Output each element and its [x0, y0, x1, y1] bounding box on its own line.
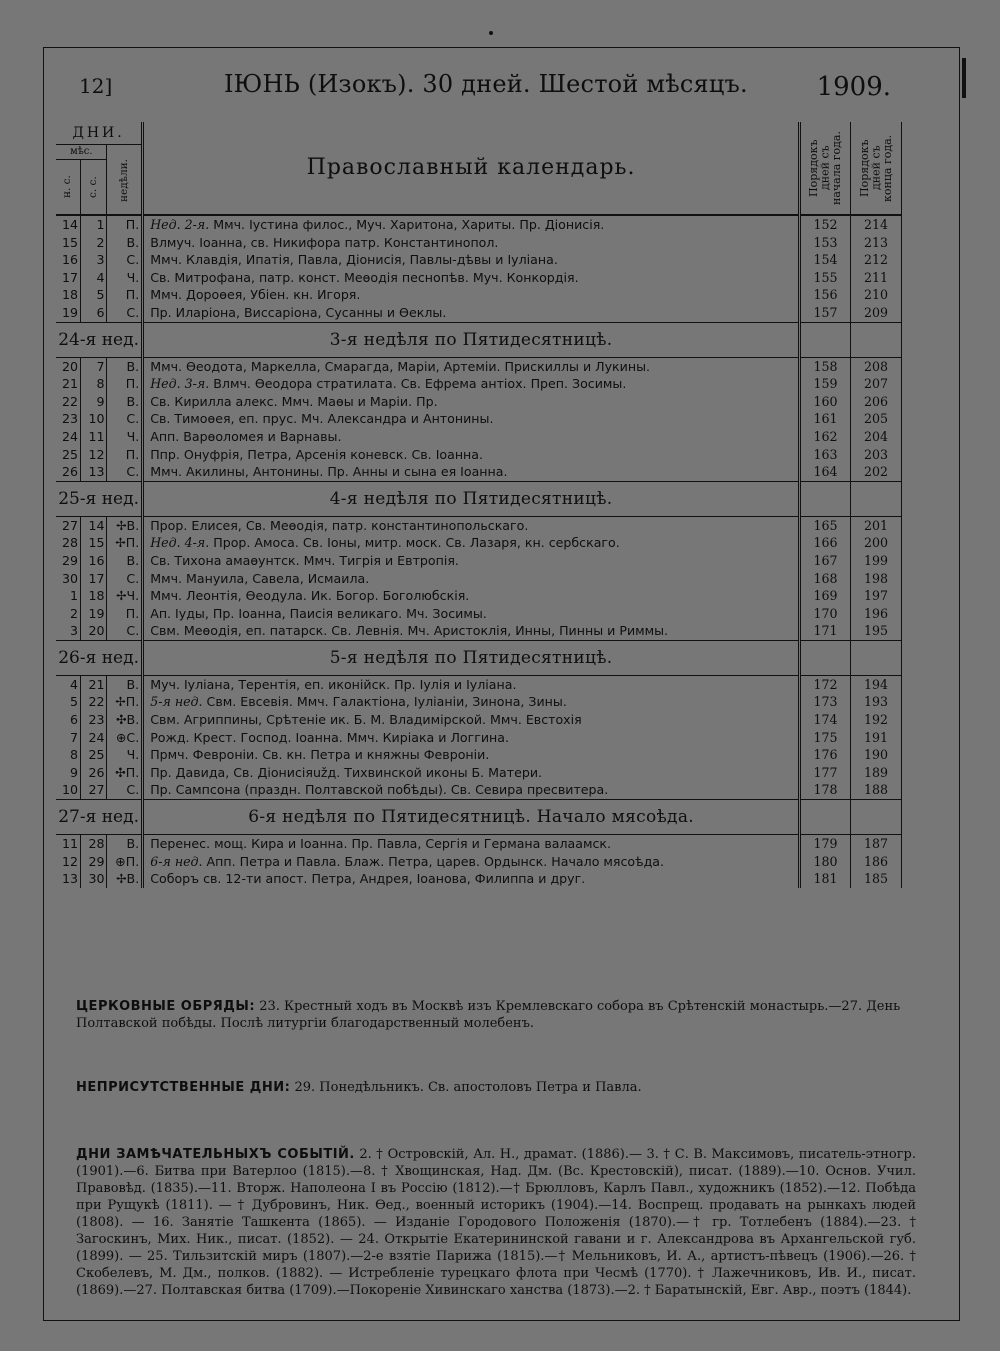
day-of-year: 157: [799, 304, 850, 322]
days-remaining: 211: [850, 269, 901, 287]
order-end-header: Порядокъ дней съ конца года.: [850, 122, 901, 215]
saints-text: [143, 835, 800, 853]
week-header-row: [56, 322, 902, 357]
old-style-date: 20: [80, 622, 107, 640]
day-of-year: 170: [799, 605, 850, 623]
saints-text: [143, 622, 800, 640]
old-style-date: 1: [80, 215, 107, 234]
weekday: С.: [107, 251, 143, 269]
week-header-row: [56, 800, 902, 835]
saints-text: [143, 605, 800, 623]
day-of-year: 179: [799, 835, 850, 853]
sunday-marker: Нед. 4-я.: [150, 535, 210, 551]
commemoration: Влмуч. Іоанна, св. Никифора патр. Константинопол.: [150, 234, 499, 250]
day-of-year: 164: [799, 463, 850, 481]
weekday: С.: [107, 410, 143, 428]
days-remaining: 197: [850, 587, 901, 605]
new-style-date: 5: [56, 693, 80, 711]
saints-text: [143, 375, 800, 393]
days-remaining: 212: [850, 251, 901, 269]
weekday: В.: [107, 234, 143, 252]
week-number: 24-я нед.: [56, 322, 143, 357]
new-style-date: 13: [56, 870, 80, 888]
day-of-year: 167: [799, 552, 850, 570]
old-style-date: 2: [80, 234, 107, 252]
new-style-date: 15: [56, 234, 80, 252]
commemoration: Прор. Елисея, Св. Меѳодія, патр. константинопольскаго.: [150, 517, 529, 533]
non-presence-label: НЕПРИСУТСТВЕННЫЕ ДНИ:: [76, 1080, 291, 1095]
old-style-date: 29: [80, 853, 107, 871]
church-rites-label: ЦЕРКОВНЫЕ ОБРЯДЫ:: [76, 999, 256, 1014]
commemoration: Муч. Іуліана, Терентія, еп. иконійск. Пр. Іулія и Іуліана.: [150, 676, 517, 692]
days-remaining: 213: [850, 234, 901, 252]
commemoration: Соборъ св. 12-ти апост. Петра, Андрея, Іоанова, Филиппа и друг.: [150, 871, 586, 887]
old-style-date: 13: [80, 463, 107, 481]
commemoration: Свм. Меѳодія, еп. патарск. Св. Левнія. Мч. Аристоклія, Инны, Пинны и Риммы.: [150, 623, 669, 639]
notable-events-label: ДНИ ЗАМѢЧАТЕЛЬНЫХЪ СОБЫТІЙ.: [76, 1147, 355, 1162]
commemoration: Св. Тихона амаѳунтск. Ммч. Тигрія и Евтропія.: [150, 552, 459, 568]
new-style-date: 30: [56, 570, 80, 588]
weekday: ✣В.: [107, 711, 143, 729]
notable-events: [76, 1146, 916, 1299]
day-of-year: 169: [799, 587, 850, 605]
day-row: [56, 781, 902, 799]
old-style-date: 11: [80, 428, 107, 446]
new-style-date: 10: [56, 781, 80, 799]
empty-cell: [799, 322, 850, 357]
order-start-header: Порядокъ дней съ начала года.: [799, 122, 850, 215]
old-style-date: 23: [80, 711, 107, 729]
week-title: 4-я недѣля по Пятидесятницѣ.: [143, 481, 800, 516]
old-style-date: 6: [80, 304, 107, 322]
new-style-date: 7: [56, 729, 80, 747]
days-header: ДНИ.: [56, 122, 143, 145]
saints-text: [143, 534, 800, 552]
year: 1909.: [816, 72, 891, 102]
old-style-date: 17: [80, 570, 107, 588]
old-style-date: 10: [80, 410, 107, 428]
day-of-year: 180: [799, 853, 850, 871]
empty-cell: [850, 800, 901, 835]
day-row: [56, 711, 902, 729]
new-style-date: 1: [56, 587, 80, 605]
commemoration: Свм. Агриппины, Срѣтеніе ик. Б. М. Владимірской. Ммч. Евстохія: [150, 712, 582, 728]
days-remaining: 192: [850, 711, 901, 729]
new-style-date: 21: [56, 375, 80, 393]
weekday: С.: [107, 622, 143, 640]
new-style-date: 18: [56, 286, 80, 304]
days-remaining: 188: [850, 781, 901, 799]
days-remaining: 193: [850, 693, 901, 711]
weekday: ✢П.: [107, 534, 143, 552]
day-row: [56, 605, 902, 623]
day-row: [56, 410, 902, 428]
weekday: П.: [107, 375, 143, 393]
church-rites-text: 23. Крестный ходъ въ Москвѣ изъ Кремлевскаго собора въ Срѣтенскій монастырь.—27. День Полтавской побѣды. Послѣ литургіи благодарственный молебенъ.: [76, 999, 901, 1031]
commemoration: Свм. Евсевія. Ммч. Галактіона, Іуліаніи, Зинона, Зины.: [202, 694, 567, 710]
new-style-date: 19: [56, 304, 80, 322]
days-remaining: 204: [850, 428, 901, 446]
weekday: С.: [107, 304, 143, 322]
days-remaining: 209: [850, 304, 901, 322]
day-row: [56, 251, 902, 269]
days-remaining: 194: [850, 675, 901, 693]
commemoration: Прмч. Февроніи. Св. кн. Петра и княжны Февроніи.: [150, 747, 490, 763]
new-style-date: 23: [56, 410, 80, 428]
saints-text: [143, 304, 800, 322]
day-of-year: 166: [799, 534, 850, 552]
new-style-date: 22: [56, 393, 80, 411]
saints-text: [143, 357, 800, 375]
week-number: 26-я нед.: [56, 640, 143, 675]
day-of-year: 181: [799, 870, 850, 888]
day-row: [56, 428, 902, 446]
week-title: 6-я недѣля по Пятидесятницѣ. Начало мясоѣда.: [143, 800, 800, 835]
day-of-year: 176: [799, 746, 850, 764]
weekday: Ч.: [107, 746, 143, 764]
weekday: С.: [107, 781, 143, 799]
day-of-year: 171: [799, 622, 850, 640]
weekday: ✢В.: [107, 870, 143, 888]
saints-text: [143, 286, 800, 304]
saints-text: [143, 570, 800, 588]
saints-text: [143, 446, 800, 464]
days-remaining: 200: [850, 534, 901, 552]
saints-text: [143, 675, 800, 693]
day-row: [56, 269, 902, 287]
day-row: [56, 835, 902, 853]
days-remaining: 190: [850, 746, 901, 764]
saints-text: [143, 516, 800, 534]
empty-cell: [850, 322, 901, 357]
commemoration: Пр. Иларіона, Виссаріона, Сусанны и Ѳеклы.: [150, 304, 447, 320]
page-header: [44, 48, 959, 122]
old-style-date: 18: [80, 587, 107, 605]
days-remaining: 195: [850, 622, 901, 640]
day-of-year: 159: [799, 375, 850, 393]
new-style-date: 4: [56, 675, 80, 693]
weekday: Ч.: [107, 269, 143, 287]
day-row: [56, 516, 902, 534]
commemoration: Св. Митрофана, патр. конст. Меѳодія песнопѣв. Муч. Конкордія.: [150, 269, 579, 285]
new-style-date: 2: [56, 605, 80, 623]
weekday: В.: [107, 393, 143, 411]
day-row: [56, 446, 902, 464]
commemoration: Рожд. Крест. Господ. Іоанна. Ммч. Киріака и Логгина.: [150, 729, 510, 745]
saints-text: [143, 587, 800, 605]
day-row: [56, 746, 902, 764]
saints-text: [143, 764, 800, 782]
day-of-year: 154: [799, 251, 850, 269]
days-remaining: 205: [850, 410, 901, 428]
days-remaining: 199: [850, 552, 901, 570]
weekday: С.: [107, 463, 143, 481]
days-remaining: 189: [850, 764, 901, 782]
new-style-date: 9: [56, 764, 80, 782]
week-number: 27-я нед.: [56, 800, 143, 835]
old-style-date: 28: [80, 835, 107, 853]
new-style-date: 14: [56, 215, 80, 234]
day-row: [56, 552, 902, 570]
old-style-date: 5: [80, 286, 107, 304]
day-of-year: 161: [799, 410, 850, 428]
day-of-year: 175: [799, 729, 850, 747]
empty-cell: [850, 481, 901, 516]
saints-text: [143, 853, 800, 871]
commemoration: Ппр. Онуфрія, Петра, Арсенія коневск. Св. Іоанна.: [150, 446, 484, 462]
commemoration: Ммч. Мануила, Савела, Исмаила.: [150, 570, 370, 586]
old-style-date: 25: [80, 746, 107, 764]
notable-events-text: 2. † Островскій, Ал. Н., драмат. (1886).— 3. † С. В. Максимовъ, писатель-этногр. (1901).—6. Битва при Ватерлоо (1815).—8. † Хвощинская, Над. Дм. (Вс. Крестовскій), писат. (1889).—10. Основ. Учил. Правовѣд. (1835).—11. Вторж. Наполеона I въ Россію (1812).—† Брюлловъ, Карлъ Павл., художникъ (1852).—12. Побѣда при Рущукѣ (1811). — † Дубровинъ, Ник. Ѳед., военный историкъ (1904).—14. Воспрещ. продавать на рынкахъ людей (1808). — 16. Занятіе Ташкента (1865). — Изданіе Городового Положенія (1870).—† гр. Тотлебенъ (1884).—23. † Загоскинъ, Мих. Ник., писат. (1852). — 24. Открытіе Екатерининской гавани и г. Александрова въ Архангельской губ. (1899). — 25. Тильзитскій миръ (1807).—2-е взятіе Парижа (1815).—† Мельниковъ, И. А., артистъ-пѣвецъ (1906).—26. † Скобелевъ, М. Дм., полков. (1882). — Истребленіе турецкаго флота при Чесмѣ (1770). † Лажечниковъ, Ив. И., писат. (1869).—27. Полтавская битва (1709).—Покореніе Хивинскаго ханства (1873).—2. † Баратынскій, Евг. Авр., поэтъ (1844).: [76, 1147, 916, 1298]
day-of-year: 163: [799, 446, 850, 464]
non-presence-text: 29. Понедѣльникъ. Св. апостоловъ Петра и Павла.: [290, 1080, 642, 1095]
old-style-date: 15: [80, 534, 107, 552]
commemoration: Ап. Іуды, Пр. Іоанна, Паисія великаго. Мч. Зосимы.: [150, 605, 487, 621]
week-title: 3-я недѣля по Пятидесятницѣ.: [143, 322, 800, 357]
day-row: [56, 534, 902, 552]
new-style-date: 16: [56, 251, 80, 269]
day-row: [56, 357, 902, 375]
week-number: 25-я нед.: [56, 481, 143, 516]
old-style-date: 14: [80, 516, 107, 534]
commemoration: Перенес. мощ. Кира и Іоанна. Пр. Павла, Сергія и Германа валаамск.: [150, 836, 612, 852]
day-row: [56, 587, 902, 605]
weekday: П.: [107, 286, 143, 304]
commemoration: Прор. Амоса. Св. Іоны, митр. моск. Св. Лазаря, кн. сербскаго.: [209, 535, 620, 551]
days-remaining: 202: [850, 463, 901, 481]
commemoration: Ммч. Акилины, Антонины. Пр. Анны и сына ея Іоанна.: [150, 464, 508, 480]
days-remaining: 203: [850, 446, 901, 464]
weekday: В.: [107, 835, 143, 853]
non-presence-days: [76, 1079, 916, 1096]
calendar-page: [43, 47, 960, 1321]
commemoration: Пр. Сампсона (праздн. Полтавской побѣды). Св. Севира пресвитера.: [150, 782, 609, 798]
saints-text: [143, 729, 800, 747]
sunday-marker: 5-я нед.: [150, 694, 203, 710]
month-title: ІЮНЬ (Изокъ). 30 дней. Шестой мѣсяцъ.: [224, 70, 748, 98]
weekday: С.: [107, 570, 143, 588]
saints-text: [143, 463, 800, 481]
church-rites: [76, 998, 916, 1032]
day-of-year: 168: [799, 570, 850, 588]
weekday: Ч.: [107, 428, 143, 446]
day-of-year: 156: [799, 286, 850, 304]
day-of-year: 162: [799, 428, 850, 446]
weekday: В.: [107, 675, 143, 693]
saints-text: [143, 746, 800, 764]
old-style-date: 22: [80, 693, 107, 711]
old-style-date: 7: [80, 357, 107, 375]
saints-text: [143, 693, 800, 711]
new-style-date: 12: [56, 853, 80, 871]
day-of-year: 158: [799, 357, 850, 375]
saints-text: [143, 870, 800, 888]
old-style-date: 12: [80, 446, 107, 464]
days-remaining: 207: [850, 375, 901, 393]
saints-text: [143, 781, 800, 799]
empty-cell: [799, 640, 850, 675]
old-style-date: 24: [80, 729, 107, 747]
empty-cell: [799, 481, 850, 516]
day-of-year: 173: [799, 693, 850, 711]
day-row: [56, 870, 902, 888]
week-header-row: [56, 481, 902, 516]
saints-text: [143, 552, 800, 570]
weekday-header: недѣли.: [107, 145, 143, 216]
calendar-body: [56, 215, 902, 888]
days-remaining: 214: [850, 215, 901, 234]
new-style-date: 29: [56, 552, 80, 570]
day-of-year: 174: [799, 711, 850, 729]
day-row: [56, 693, 902, 711]
days-remaining: 185: [850, 870, 901, 888]
day-row: [56, 286, 902, 304]
days-remaining: 208: [850, 357, 901, 375]
new-style-date: 25: [56, 446, 80, 464]
sunday-marker: Нед. 3-я.: [150, 376, 210, 392]
day-of-year: 153: [799, 234, 850, 252]
day-row: [56, 393, 902, 411]
old-style-date: 4: [80, 269, 107, 287]
old-style-date: 16: [80, 552, 107, 570]
new-style-date: 27: [56, 516, 80, 534]
saints-text: [143, 410, 800, 428]
weekday: П.: [107, 215, 143, 234]
day-of-year: 155: [799, 269, 850, 287]
day-of-year: 152: [799, 215, 850, 234]
new-style-date: 20: [56, 357, 80, 375]
weekday: П.: [107, 446, 143, 464]
month-header: мѣс.: [56, 145, 107, 160]
days-remaining: 201: [850, 516, 901, 534]
weekday: П.: [107, 605, 143, 623]
day-of-year: 172: [799, 675, 850, 693]
page-number: 12]: [79, 74, 113, 98]
saints-text: [143, 428, 800, 446]
days-remaining: 210: [850, 286, 901, 304]
weekday: ✢Ч.: [107, 587, 143, 605]
commemoration: Св. Тимоѳея, еп. прус. Мч. Александра и Антонины.: [150, 411, 494, 427]
commemoration: Ммч. Леонтія, Ѳеодула. Ик. Богор. Боголюбскія.: [150, 588, 470, 604]
old-style-date: 8: [80, 375, 107, 393]
commemoration: Ммч. Іустина филос., Муч. Харитона, Хариты. Пр. Діонисія.: [209, 217, 605, 232]
new-style-date: 26: [56, 463, 80, 481]
calendar-table: [56, 122, 902, 888]
days-remaining: 186: [850, 853, 901, 871]
calendar-title: Православный календарь.: [143, 122, 800, 215]
saints-text: [143, 269, 800, 287]
scan-dot: [489, 31, 493, 35]
old-style-date: 27: [80, 781, 107, 799]
day-row: [56, 853, 902, 871]
old-style-date: 30: [80, 870, 107, 888]
day-of-year: 160: [799, 393, 850, 411]
old-style-date: 19: [80, 605, 107, 623]
day-row: [56, 570, 902, 588]
weekday: ⊕П.: [107, 853, 143, 871]
saints-text: [143, 251, 800, 269]
new-style-date: 8: [56, 746, 80, 764]
new-style-header: н. с.: [56, 160, 80, 216]
saints-text: [143, 234, 800, 252]
day-row: [56, 234, 902, 252]
margin-mark: [962, 58, 966, 98]
empty-cell: [799, 800, 850, 835]
commemoration: Апп. Варѳоломея и Варнавы.: [150, 428, 342, 444]
day-of-year: 165: [799, 516, 850, 534]
day-row: [56, 729, 902, 747]
week-header-row: [56, 640, 902, 675]
days-remaining: 187: [850, 835, 901, 853]
weekday: В.: [107, 357, 143, 375]
old-style-header: с. с.: [80, 160, 107, 216]
day-row: [56, 675, 902, 693]
old-style-date: 26: [80, 764, 107, 782]
commemoration: Апп. Петра и Павла. Блаж. Петра, царев. Ордынск. Начало мясоѣда.: [202, 853, 664, 869]
saints-text: [143, 711, 800, 729]
old-style-date: 9: [80, 393, 107, 411]
day-row: [56, 375, 902, 393]
commemoration: Ммч. Клавдія, Ипатія, Павла, Діонисія, Павлы-дѣвы и Іуліана.: [150, 252, 558, 268]
commemoration: Ммч. Дороѳея, Убіен. кн. Игоря.: [150, 287, 361, 303]
days-remaining: 196: [850, 605, 901, 623]
week-title: 5-я недѣля по Пятидесятницѣ.: [143, 640, 800, 675]
new-style-date: 17: [56, 269, 80, 287]
day-of-year: 177: [799, 764, 850, 782]
commemoration: Пр. Давида, Св. Діонисіяužд. Тихвинской иконы Б. Матери.: [150, 764, 543, 780]
weekday: ⊕С.: [107, 729, 143, 747]
day-row: [56, 764, 902, 782]
sunday-marker: 6-я нед.: [150, 853, 203, 869]
empty-cell: [850, 640, 901, 675]
old-style-date: 21: [80, 675, 107, 693]
weekday: ✣П.: [107, 764, 143, 782]
commemoration: Св. Кирилла алекс. Ммч. Маѳы и Маріи. Пр.: [150, 393, 438, 409]
new-style-date: 3: [56, 622, 80, 640]
commemoration: Ммч. Ѳеодота, Маркелла, Смарагда, Маріи, Артеміи. Прискиллы и Лукины.: [150, 358, 651, 374]
weekday: В.: [107, 552, 143, 570]
days-remaining: 198: [850, 570, 901, 588]
new-style-date: 24: [56, 428, 80, 446]
day-row: [56, 304, 902, 322]
saints-text: [143, 215, 800, 234]
day-of-year: 178: [799, 781, 850, 799]
day-row: [56, 463, 902, 481]
days-remaining: 206: [850, 393, 901, 411]
weekday: ✢П.: [107, 693, 143, 711]
new-style-date: 6: [56, 711, 80, 729]
sunday-marker: Нед. 2-я.: [150, 217, 210, 232]
day-row: [56, 622, 902, 640]
new-style-date: 28: [56, 534, 80, 552]
days-remaining: 191: [850, 729, 901, 747]
new-style-date: 11: [56, 835, 80, 853]
weekday: ✢В.: [107, 516, 143, 534]
old-style-date: 3: [80, 251, 107, 269]
saints-text: [143, 393, 800, 411]
commemoration: Влмч. Ѳеодора стратилата. Св. Ефрема антіох. Преп. Зосимы.: [209, 376, 627, 392]
day-row: [56, 215, 902, 234]
